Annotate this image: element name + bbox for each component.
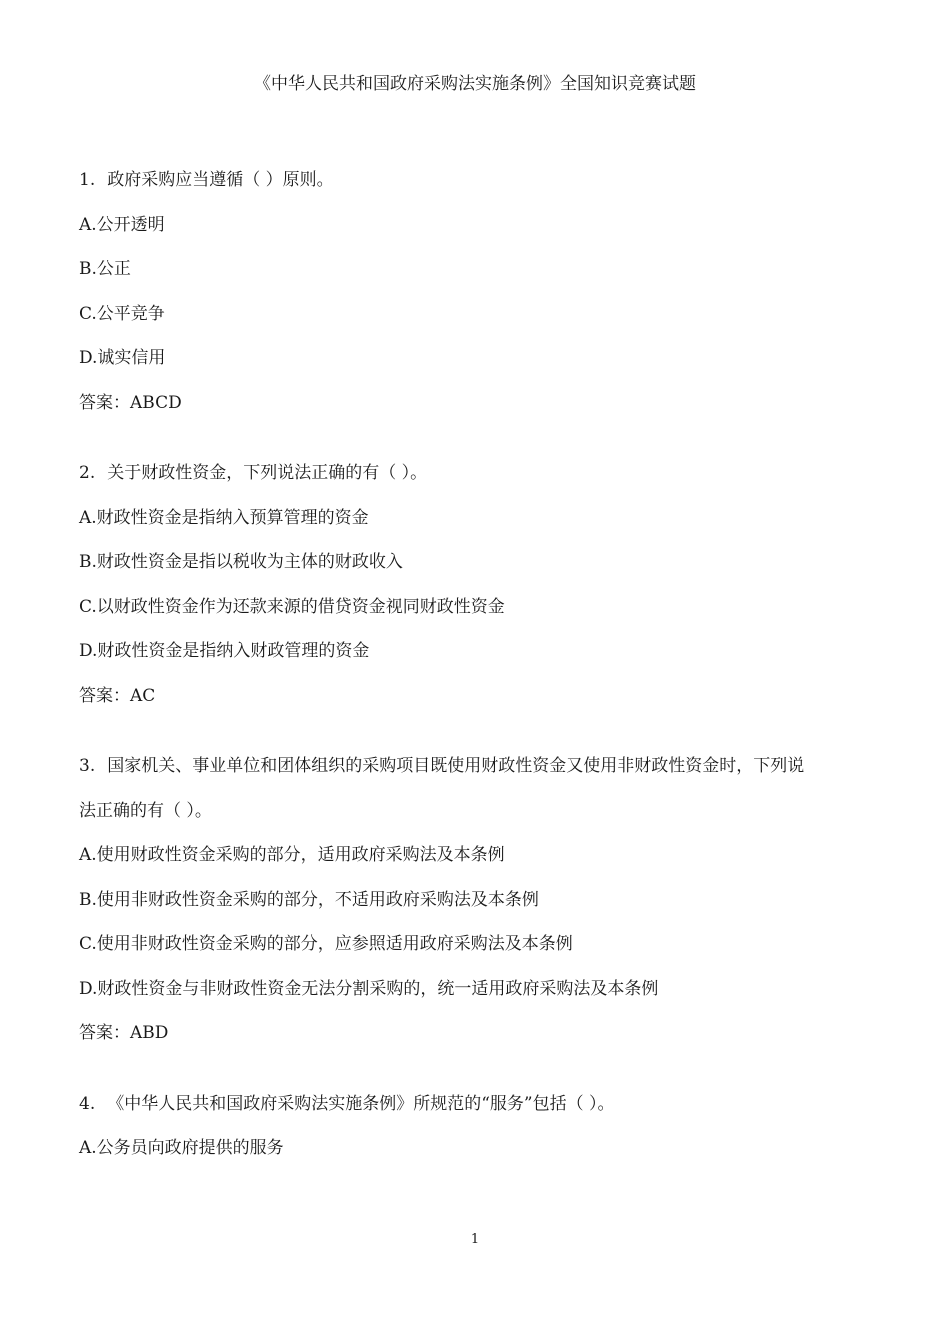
question-text: 关于财政性资金，下列说法正确的有（ ）。 (107, 463, 428, 483)
option-d: D.诚实信用 (79, 348, 166, 368)
answer: 答案：ABD (79, 1023, 169, 1043)
option-d: D.财政性资金与非财政性资金无法分割采购的，统一适用政府采购法及本条例 (79, 978, 659, 999)
option-c: C.公平竞争 (79, 303, 165, 324)
option-b: B.财政性资金是指以税收为主体的财政收入 (79, 552, 403, 572)
question-text: 《中华人民共和国政府采购法实施条例》所规范的“服务”包括（ ）。 (107, 1093, 615, 1114)
option-c: C.以财政性资金作为还款来源的借贷资金视同财政性资金 (79, 596, 505, 617)
question-list (79, 158, 899, 1197)
question-1 (79, 158, 899, 425)
question-number: 1. (79, 170, 96, 190)
question-4 (79, 1082, 899, 1171)
question-text: 政府采购应当遵循（ ）原则。 (107, 170, 334, 190)
question-number: 2. (79, 463, 96, 483)
option-a: A.公开透明 (79, 214, 165, 235)
question-stem (79, 744, 899, 789)
option-a: A.财政性资金是指纳入预算管理的资金 (79, 507, 369, 528)
option-d: D.财政性资金是指纳入财政管理的资金 (79, 641, 370, 661)
question-stem (79, 451, 899, 496)
question-text: 国家机关、事业单位和团体组织的采购项目既使用财政性资金又使用非财政性资金时，下列说 (107, 756, 805, 776)
option-b: B.使用非财政性资金采购的部分，不适用政府采购法及本条例 (79, 889, 539, 910)
question-stem (79, 158, 899, 203)
question-stem-continued: 法正确的有（ ）。 (79, 800, 212, 821)
question-number: 3. (79, 756, 96, 776)
answer: 答案：AC (79, 685, 156, 706)
question-stem (79, 1082, 899, 1127)
question-3 (79, 744, 899, 1056)
document-title: 《中华人民共和国政府采购法实施条例》全国知识竞赛试题 (254, 74, 696, 94)
answer: 答案：ABCD (79, 392, 182, 413)
question-2 (79, 451, 899, 718)
option-a: A.公务员向政府提供的服务 (79, 1138, 284, 1158)
option-c: C.使用非财政性资金采购的部分，应参照适用政府采购法及本条例 (79, 934, 573, 954)
page-number: 1 (470, 1232, 480, 1247)
question-number: 4. (79, 1093, 96, 1114)
option-a: A.使用财政性资金采购的部分，适用政府采购法及本条例 (79, 845, 505, 865)
option-b: B.公正 (79, 259, 131, 279)
